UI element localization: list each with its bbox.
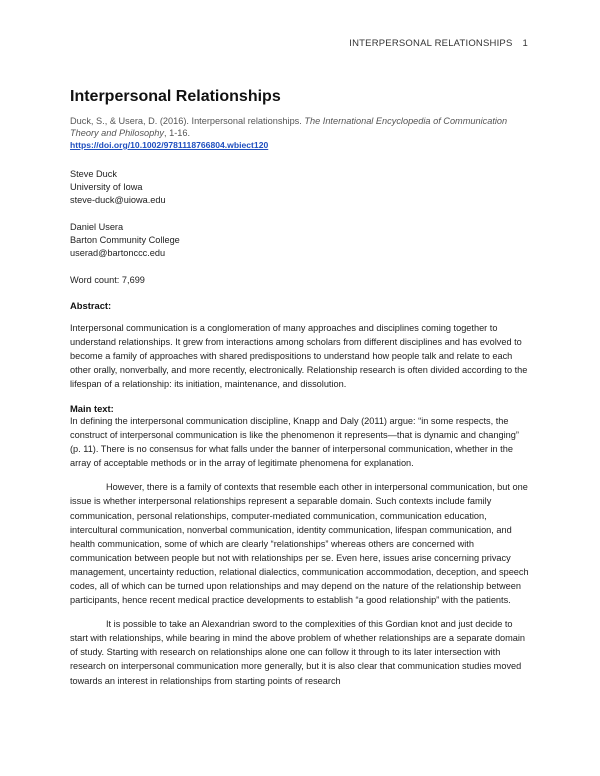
author-1-email: steve-duck@uiowa.edu xyxy=(70,194,166,205)
author-2-name: Daniel Usera xyxy=(70,221,124,232)
word-count: Word count: 7,699 xyxy=(70,274,145,285)
main-paragraph-1: In defining the interpersonal communication discipline, Knapp and Daly (2011) argue: “in some respects, the construct of interpersonal communication is like the phenomenon it represents—that is dynamic and changing” (p. 11). There is no consensus for what falls under the banner of interpersonal communication, whether in the array of acceptable methods or in the array of legitimate phenomena for explanation. xyxy=(70,415,519,469)
author-1-name: Steve Duck xyxy=(70,168,117,179)
abstract-heading: Abstract: xyxy=(70,299,112,311)
abstract-text: Interpersonal communication is a conglomeration of many approaches and disciplines coming together to understand relationships. It grew from interactions among scholars from different disciplines and has evolved to become a family of approaches with shared predispositions to understand how people talk and relate to each other orally, nonverbally, and more recently, electronically. Relationship research is often divided according to the lifespan of a relationship: its initiation, maintenance, and dissolution. xyxy=(70,322,528,389)
main-paragraph-2: However, there is a family of contexts that resemble each other in interpersonal communication, but one issue is whether interpersonal relationships represent a separable domain. Such contexts include family communication, personal relationships, computer-mediated communication, communication education, intercultural communication, nonverbal communication, identity communication, lifespan communication, and health communication, some of which are clearly “relationships” whereas others are concerned with communication between people but not with relationships per se. Even here, issues arise concerning privacy management, uncertainty reduction, relational dialectics, communication accommodation, deception, and speech codes, all of which can be turned upon relationships and may depend on the nature of the relationship between participants, hence recent medical practice developments to establish “a good relationship” with the patients. xyxy=(70,482,529,606)
document-title: Interpersonal Relationships xyxy=(70,88,281,105)
doi-link[interactable]: https://doi.org/10.1002/9781118766804.wbiect120 xyxy=(70,140,269,150)
running-head xyxy=(349,38,528,49)
citation-pages: , 1-16. xyxy=(163,127,191,138)
citation-source: The International Encyclopedia of Communication Theory and Philosophy xyxy=(70,116,508,138)
author-2-affiliation: Barton Community College xyxy=(70,234,180,245)
author-block-2 xyxy=(70,221,530,260)
main-paragraph-3: It is possible to take an Alexandrian sword to the complexities of this Gordian knot and just decide to start with relationships, while bearing in mind the above problem of whether relationships are a separate domain of study. Starting with research on relationships alone one can follow it through to its later intersection with research on interpersonal communication more generally, but it is also clear that communication studies moved towards an interest in relationships from starting points of research xyxy=(70,619,526,686)
citation-authors: Duck, S., & Usera, D. (2016). Interpersonal relationships. xyxy=(70,116,305,126)
author-block-1 xyxy=(70,168,530,207)
main-text-heading: Main text: xyxy=(70,402,114,414)
running-title: INTERPERSONAL RELATIONSHIPS xyxy=(349,38,513,49)
author-1-affiliation: University of Iowa xyxy=(70,181,143,192)
content xyxy=(70,88,530,688)
citation xyxy=(70,116,530,152)
page-number: 1 xyxy=(522,38,528,49)
author-2-email: userad@bartonccc.edu xyxy=(70,247,166,258)
